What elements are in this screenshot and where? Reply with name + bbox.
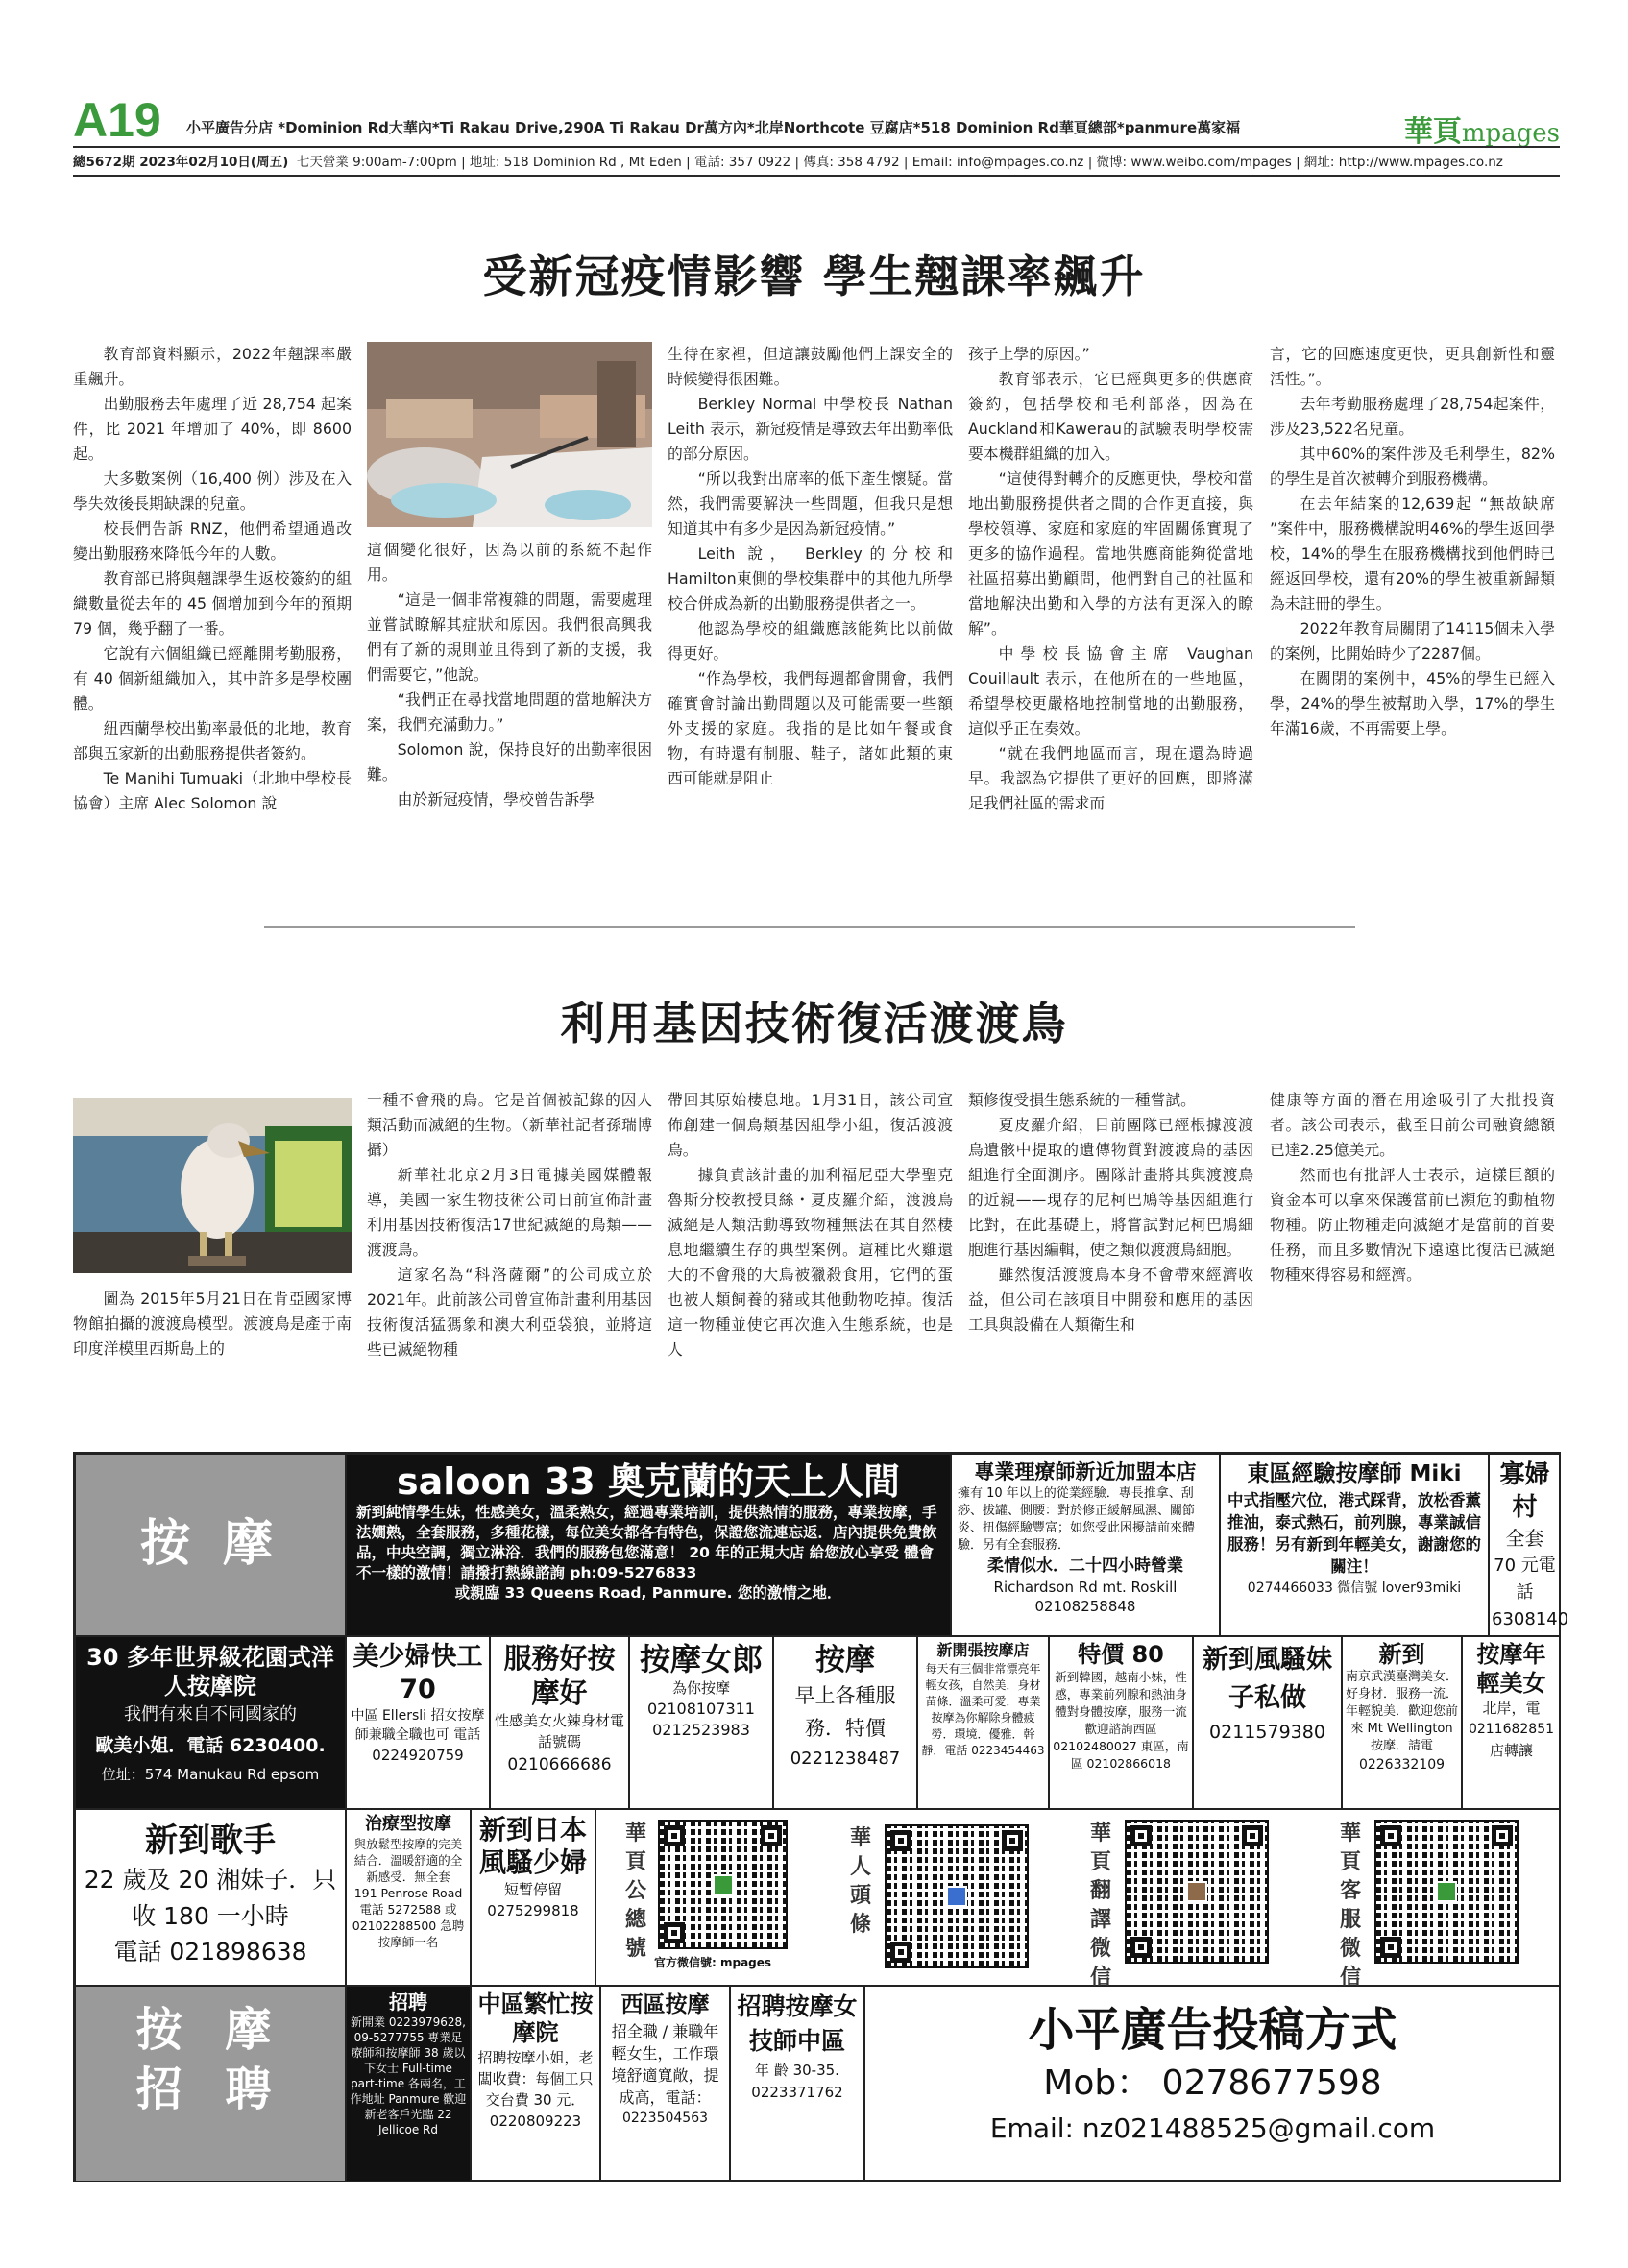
meishao-ad: 美少婦快工 70 中區 Ellersli 招女按摩師兼職全職也可 電話 0224920759 — [346, 1636, 490, 1809]
classified-ads — [73, 1452, 1569, 2182]
customer-service-qr[interactable] — [1374, 1820, 1519, 1964]
dodo-photo — [73, 1098, 352, 1273]
header-rule-bottom — [73, 175, 1560, 177]
hire-technician-ad: 招聘按摩女技師中區 年 齡 30-35. 0223371762 — [730, 1986, 864, 2182]
page-number: A19 — [73, 93, 161, 147]
article1-col2: 這個變化很好，因為以前的系統不起作用。 “這是一個非常複雜的問題，需要處理並嘗試瞭解其症狀和原因。我們很高興我們有了新的規則並且得到了新的支援，我們需要它，”他說。 “我們正在尋找當地問題的當地解決方案，我們充滿動力。” Solomon 說，保持良好的出勤率很困難。 由於新冠疫情，學校曾告訴學 — [367, 541, 652, 808]
xindao-ad: 新到風騷妹子私做 0211579380 — [1193, 1636, 1342, 1809]
header-info: 總5672期 2023年02月10日(周五) 七天營業 9:00am-7:00pm | 地址: 518 Dominion Rd , Mt Eden | 電話: 357 0922 | 傳真: 358 4792 | Email: info@mpages.co.nz | 微博: www.weibo.com/mpages | 網址: http://www.mpages.co.nz — [73, 155, 1503, 170]
central-massage-ad: 中區繁忙按摩院 招聘按摩小姐，老闆收費：每個工只交台費 30 元．0220809223 — [471, 1986, 600, 2182]
translation-wechat-qr[interactable] — [1125, 1820, 1269, 1964]
article-divider — [264, 926, 1355, 928]
recruit-ad: 招聘 新開業 0223979628, 09-5277755 專業足療師和按摩師 38 歲以下女士 Full-time part-time 各兩名，工作地址 Panmure 歡迎新老客戶光臨 22 Jellicoe Rd — [346, 1986, 471, 2182]
article1-col4: 孩子上學的原因。” 教育部表示，它已經與更多的供應商簽約，包括學校和毛利部落，因為在Auckland和Kawerau的試驗表明學校需要本機群組織的加入。 “這使得對轉介的反應更快，學校和當地出勤服務提供者之間的合作更直接，與學校領導、家庭和家庭的牢固關係實現了更多的協作過程。當地供應商能夠從當地社區招募出勤顧問，他們對自己的社區和當地解決出勤和入學的方法有更深入的瞭解”。 中學校長協會主席 Vaughan Couillault 表示，在他所在的一些地區，希望學校更嚴格地控制當地的出勤服務，這似乎正在奏效。 “就在我們地區而言，現在還為時過早。我認為它提供了更好的回應，即將滿足我們社區的需求而 — [968, 345, 1253, 812]
therapist-ad: 專業理療師新近加盟本店 擁有 10 年以上的從業經驗．專長推拿、刮痧、拔罐、側腰：對於修正緩解風濕、關節炎、扭傷經驗豐富；如您受此困擾請前來體驗．另有全套服務． 柔情似水．二十四小時營業 Richardson Rd mt. Roskill 02108258848 — [951, 1454, 1220, 1636]
article2-col2: 一種不會飛的鳥。它是首個被記錄的因人類活動而滅絕的生物。（新華社記者孫瑞博攝） 新華社北京2月3日電據美國媒體報導，美國一家生物技術公司日前宣佈計畫利用基因技術復活17世紀滅絕的鳥類——渡渡鳥。 這家名為“科洛薩爾”的公司成立於2021年。此前該公司曾宣佈計畫利用基因技術復活猛獁象和澳大利亞袋狼，並將這些已滅絕物種 — [367, 1091, 652, 1359]
article1-title: 受新冠疫情影響 學生翹課率飆升 — [482, 251, 1146, 302]
nvlang-ad: 按摩女郎 為你按摩 02108107311 0212523983 — [629, 1636, 773, 1809]
therapy-ad: 治療型按摩 與放鬆型按摩的完美結合．溫暖舒適的全新感受．無全套 191 Penrose Road 電話 5272588 或 02102288500 急聘按摩師一名 — [346, 1809, 471, 1986]
mpages-logo: 華頁mpages — [1403, 115, 1560, 149]
massage-recruit-label: 按 摩 招 聘 — [75, 1986, 346, 2182]
young-ad: 按摩年輕美女 北岸，電 0211682851 店轉讓 — [1462, 1636, 1561, 1809]
qr1-label: 華頁公總號 — [624, 1822, 646, 1961]
header-rule-top — [73, 146, 1560, 148]
headlines-qr[interactable] — [885, 1824, 1029, 1968]
east-massage-ad: 東區經驗按摩師 Miki 中式指壓穴位，港式踩背，放松香薰推油，泰式熱石，前列腺，專業誠信服務！另有新到年輕美女，謝謝您的關注！ 0274466033 微信號 lover93miki — [1220, 1454, 1489, 1636]
article2-col4: 類修復受損生態系統的一種嘗試。 夏皮羅介紹，目前團隊已經根據渡渡鳥遺骸中提取的遺傳物質對渡渡鳥的基因組進行全面測序。團隊計畫將其與渡渡鳥的近親——現存的尼柯巴鳩等基因組進行比對，在此基礎上，將嘗試對尼柯巴鳩細胞進行基因編輯，使之類似渡渡鳥細胞。 雖然復活渡渡鳥本身不會帶來經濟收益，但公司在該項目中開發和應用的基因工具與設備在人類衛生和 — [968, 1091, 1253, 1334]
article2-title: 利用基因技術復活渡渡鳥 — [560, 998, 1068, 1050]
early-massage-ad: 按摩 早上各種服務．特價 0221238487 — [773, 1636, 917, 1809]
service-ad: 服務好按摩好 性感美女火辣身材電話號碼 0210666686 — [490, 1636, 629, 1809]
japan-ad: 新到日本風騷少婦 短暫停留 0275299818 — [471, 1809, 595, 1986]
qr3-label: 華頁翻譯微信 — [1089, 1822, 1111, 1990]
massage-section-label: 按 摩 — [75, 1454, 346, 1636]
branch-addresses: 小平廣告分店 *Dominion Rd大華內*Ti Rakau Drive,290A Ti Rakau Dr萬方內*北岸Northcote 豆腐店*518 Dominion Rd華頁總部*panmure萬家福 — [186, 119, 1241, 136]
new-open-ad: 新開張按摩店 每天有三個非常漂亮年輕女孩，自然美．身材苗條．溫柔可愛．專業按摩為你解除身體疲勞．環境．優雅．幹靜．電話 0223454463 — [917, 1636, 1049, 1809]
widow-village-ad: 寡婦村 全套 70 元電話 6308140 — [1489, 1454, 1561, 1636]
dodo-caption: 圖為 2015年5月21日在肯亞國家博物館拍攝的渡渡鳥模型。渡渡鳥是產于南印度洋模里西斯島上的 — [73, 1290, 352, 1358]
article1-col1: 教育部資料顯示，2022年翹課率嚴重飆升。 出勤服務去年處理了近 28,754 起案件，比 2021 年增加了 40%，即 8600 起。 大多數案例（16,400 例）涉及在入學失效後長期缺課的兒童。 校長們告訴 RNZ，他們希望通過改變出勤服務來降低今年的人數。 教育部已將與翹課學生返校簽約的組織數量從去年的 45 個增加到今年的預期 79 個，幾乎翻了一番。 它說有六個組織已經離開考勤服務，有 40 個新組織加入，其中許多是學校團體。 紐西蘭學校出勤率最低的北地，教育部與五家新的出勤服務提供者簽約。 Te Manihi Tumuaki（北地中學校長協會）主席 Alec Solomon 說 — [73, 345, 352, 812]
mpages-official-qr[interactable] — [658, 1820, 788, 1949]
article2-col5: 健康等方面的潛在用途吸引了大批投資者。該公司表示，截至目前公司融資總額已達2.25億美元。 然而也有批評人士表示，這樣巨額的資金本可以拿來保護當前已瀕危的動植物物種。防止物種走向滅絕才是當前的首要任務，而且多數情況下遠遠比復活已滅絕物種來得容易和經濟。 — [1270, 1091, 1555, 1284]
qr2-label: 華人頭條 — [849, 1826, 871, 1937]
garden-massage-ad: 30 多年世界級花園式洋人按摩院 我們有來自不同國家的 歐美小姐．電話 6230400. 位址：574 Manukau Rd epsom — [75, 1636, 346, 1809]
qr-strip — [595, 1809, 1561, 1990]
classroom-photo — [367, 342, 652, 527]
article2-col3: 帶回其原始棲息地。1月31日，該公司宣佈創建一個鳥類基因組學小組，復活渡渡鳥。 據負責該計畫的加利福尼亞大學聖克魯斯分校教授貝絲・夏皮羅介紹，渡渡鳥滅絕是人類活動導致物種無法在其自然棲息地繼續生存的典型案例。這種比火雞還大的不會飛的大鳥被獵殺食用，它們的蛋也被人類飼養的豬或其他動物吃掉。復活這一物種並使它再次進入生態系統，也是人 — [668, 1091, 953, 1359]
qr4-label: 華頁客服微信 — [1339, 1822, 1361, 1990]
special-price-ad: 特價 80 新到韓國，越南小妹，性感，專業前列腺和熱油身體對身體按摩，服務一流歡迎諮詢西區 02102480027 東區，南區 02102866018 — [1049, 1636, 1193, 1809]
article1-col3: 生待在家裡，但這讓鼓勵他們上課安全的時候變得很困難。 Berkley Normal 中學校長 Nathan Leith 表示，新冠疫情是導致去年出勤率低的部分原因。 “所以我對出席率的低下產生懷疑。當然，我們需要解決一些問題，但我只是想知道其中有多少是因為新冠疫情。” Leith 說， Berkley的分校和Hamilton東側的學校集群中的其他九所學校合併成為新的出勤服務提供者之一。 他認為學校的組織應該能夠比以前做得更好。 “作為學校，我們每週都會開會，我們確實會討論出勤問題以及可能需要一些額外支援的家庭。我指的是比如午餐或食物，有時還有制服、鞋子，諸如此類的東西可能就是阻止 — [668, 345, 953, 787]
page-header — [73, 93, 1560, 181]
saloon33-ad: saloon 33 奧克蘭的天上人間 新到純情學生妹，性感美女，溫柔熟女，經過專業培訓，提供熱情的服務，專業按摩，手法嫺熟，全套服務，多種花樣，每位美女都各有特色，保證您流連忘返．店內提供免費飲品，中央空調，獨立淋浴．我們的服務包您滿意！ 20 年的正規大店 給您放心享受 體會不一樣的激情！請撥打熱線諮詢 ph:09-5276833 或親臨 33 Queens Road, Panmure. 您的激情之地． — [346, 1454, 951, 1636]
qr1-caption: 官方微信號: mpages — [654, 1956, 772, 1969]
submission-info: 小平廣告投稿方式 Mob： 0278677598 Email: nz021488525@gmail.com — [864, 1986, 1561, 2182]
article1-col5: 言，它的回應速度更快，更具創新性和靈活性。”。 去年考勤服務處理了28,754起案件，涉及23,522名兒童。 其中60%的案件涉及毛利學生，82%的學生是首次被轉介到服務機構。 在去年結案的12,639起 “無故缺席 ”案件中，服務機構說明46%的學生返回學校，14%的學生在服務機構找到他們時已經返回學校，還有20%的學生被重新歸類為未註冊的學生。 2022年教育局關閉了14115個未入學的案例，比開始時少了2287個。 在關閉的案例中，45%的學生已經入學，24%的學生被幫助入學，17%的學生年滿16歲，不再需要上學。 — [1270, 345, 1555, 737]
singer-ad: 新到歌手 22 歲及 20 湘妹子．只收 180 一小時 電話 021898638 — [75, 1809, 346, 1986]
west-massage-ad: 西區按摩 招全職 / 兼職年輕女生，工作環境舒適寬敞，提成高，電話： 0223504563 — [600, 1986, 730, 2182]
south-ad: 新到 南京武漢臺灣美女．好身材．服務一流．年輕貌美．歡迎您前來 Mt Wellington 按摩．請電 0226332109 — [1342, 1636, 1462, 1809]
